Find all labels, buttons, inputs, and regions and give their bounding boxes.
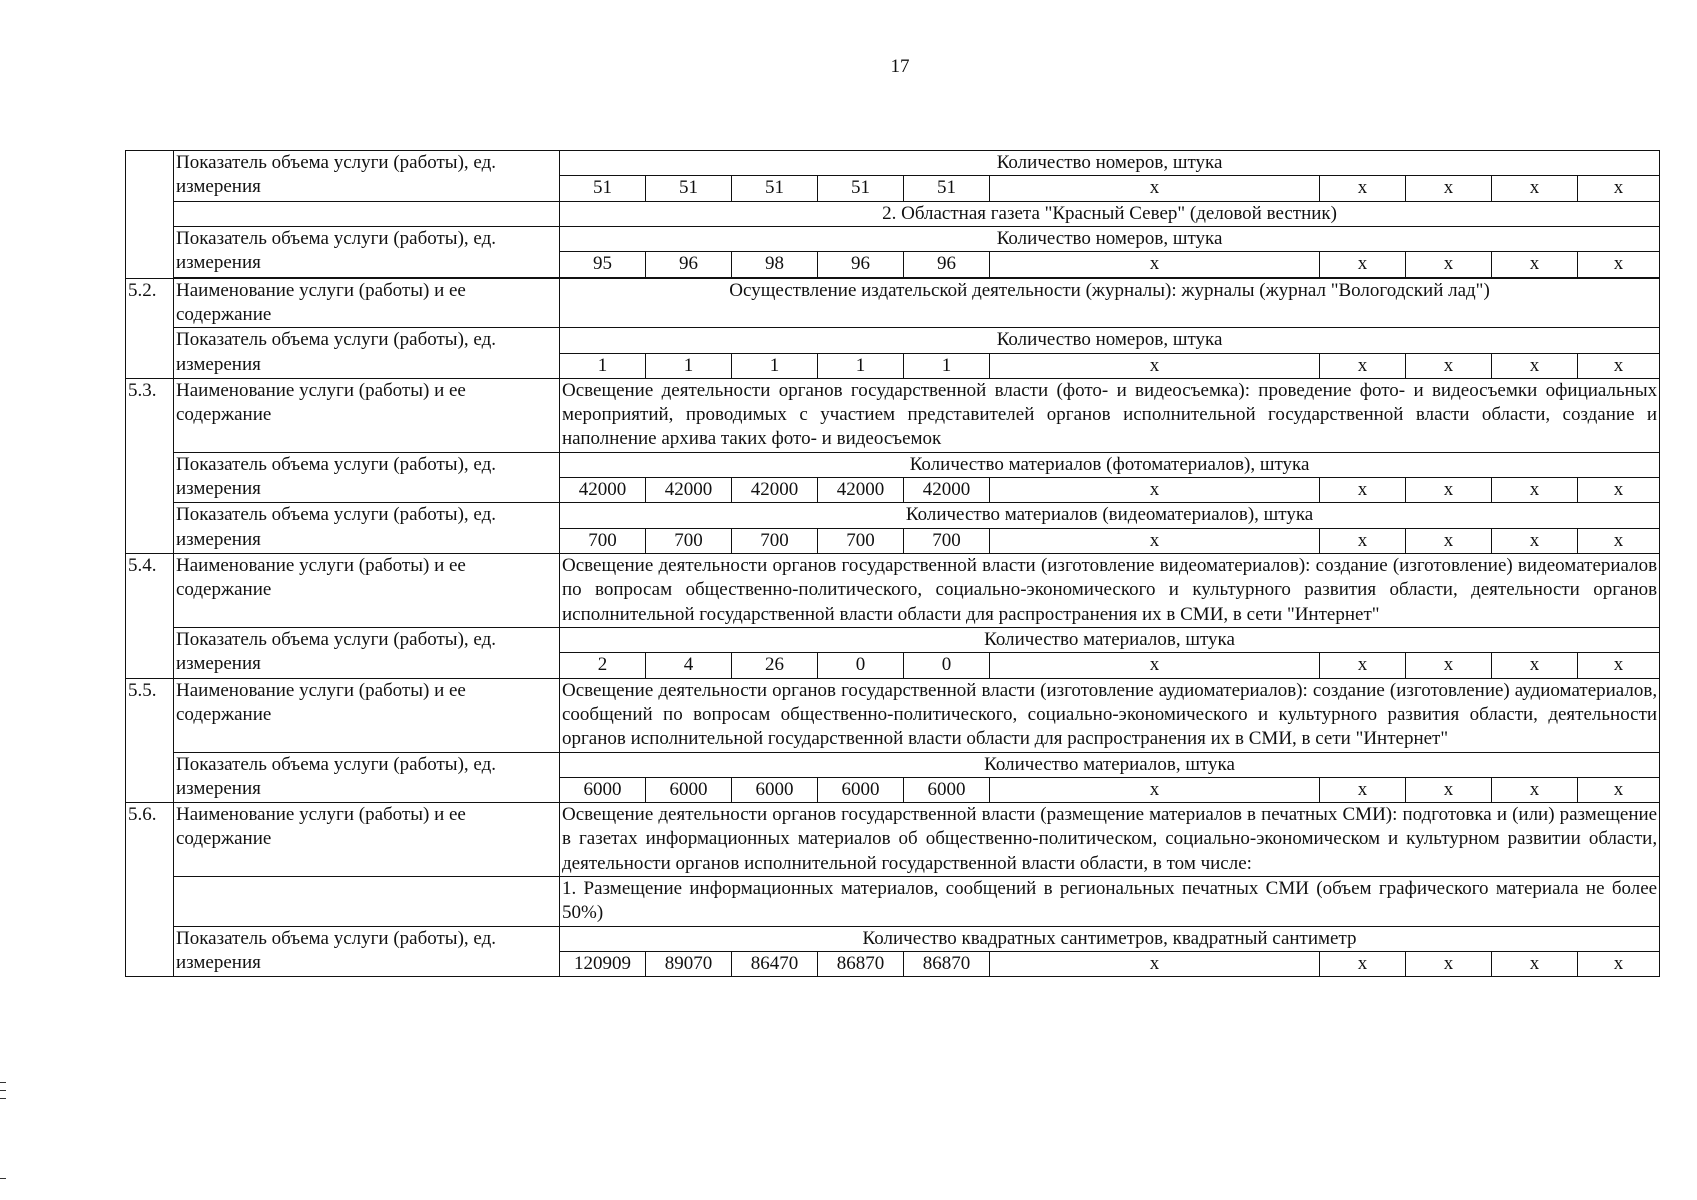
table-row: [126, 554, 1660, 628]
value-cell: 700: [560, 528, 646, 553]
value-cell: 1: [732, 353, 818, 378]
indicator-label: Показатель объема услуги (работы), ед. измерения: [174, 452, 560, 503]
value-cell: 6000: [904, 777, 990, 802]
table-row: [126, 378, 1660, 452]
x-cell: х: [1406, 653, 1492, 678]
service-description: Освещение деятельности органов государственной власти (фото- и видеосъемка): проведение фото- и видеосъемки официальных мероприятий, проводимых с участием представителей органов исполнительной государственной власти области, создание и наполнение архива таких фото- и видеосъемок: [560, 378, 1660, 452]
section-number: 5.2.: [126, 278, 174, 378]
value-cell: 0: [818, 653, 904, 678]
x-cell: х: [1492, 176, 1578, 201]
x-cell: х: [1492, 952, 1578, 977]
unit-label: Количество материалов, штука: [560, 627, 1660, 652]
x-cell: х: [1492, 777, 1578, 802]
margin-mark: [0, 1178, 6, 1179]
x-cell: х: [990, 528, 1320, 553]
x-cell: х: [990, 353, 1320, 378]
section-number: 5.6.: [126, 803, 174, 977]
table-row: [126, 678, 1660, 752]
x-cell: х: [1406, 252, 1492, 277]
value-cell: 96: [904, 252, 990, 277]
x-cell: х: [990, 952, 1320, 977]
blank-cell: [174, 201, 560, 226]
x-cell: х: [1406, 176, 1492, 201]
table-row: [126, 452, 1660, 477]
value-cell: 51: [560, 176, 646, 201]
sub-item: 1. Размещение информационных материалов, сообщений в региональных печатных СМИ (объем графического материала не более 50%): [560, 877, 1660, 927]
value-cell: 51: [904, 176, 990, 201]
value-cell: 6000: [818, 777, 904, 802]
value-cell: 42000: [560, 478, 646, 503]
section-number: 5.3.: [126, 378, 174, 553]
services-table: [125, 150, 1660, 977]
table-row: [126, 627, 1660, 652]
service-description: Освещение деятельности органов государственной власти (изготовление аудиоматериалов): создание (изготовление) аудиоматериалов, сообщений по вопросам общественно-политического, социально-экономического и культурного развития области, деятельности органов исполнительной государственной власти области для распространения их в СМИ, в сети "Интернет": [560, 678, 1660, 752]
margin-mark: [0, 1090, 6, 1091]
value-cell: 700: [904, 528, 990, 553]
indicator-label: Показатель объема услуги (работы), ед. измерения: [174, 752, 560, 803]
x-cell: х: [1578, 353, 1660, 378]
x-cell: х: [1320, 176, 1406, 201]
value-cell: 95: [560, 252, 646, 277]
x-cell: х: [990, 777, 1320, 802]
x-cell: х: [1320, 653, 1406, 678]
x-cell: х: [1320, 353, 1406, 378]
value-cell: 96: [646, 252, 732, 277]
unit-label: Количество квадратных сантиметров, квадратный сантиметр: [560, 926, 1660, 951]
x-cell: х: [1492, 478, 1578, 503]
value-cell: 42000: [646, 478, 732, 503]
x-cell: х: [990, 176, 1320, 201]
x-cell: х: [1406, 952, 1492, 977]
value-cell: 1: [646, 353, 732, 378]
x-cell: х: [1406, 353, 1492, 378]
service-name-label: Наименование услуги (работы) и ее содержание: [174, 554, 560, 628]
table-row: [126, 803, 1660, 877]
x-cell: х: [1578, 952, 1660, 977]
table-row: [126, 226, 1660, 251]
x-cell: х: [1320, 252, 1406, 277]
value-cell: 2: [560, 653, 646, 678]
value-cell: 89070: [646, 952, 732, 977]
value-cell: 700: [732, 528, 818, 553]
indicator-label: Показатель объема услуги (работы), ед. измерения: [174, 151, 560, 202]
section-number: 5.4.: [126, 554, 174, 679]
value-cell: 98: [732, 252, 818, 277]
x-cell: х: [1492, 528, 1578, 553]
x-cell: х: [1406, 528, 1492, 553]
service-description: Освещение деятельности органов государственной власти (изготовление видеоматериалов): создание (изготовление) видеоматериалов по вопросам общественно-политического, социально-экономического и культурного развития области, деятельности органов исполнительной государственной власти области для распространения их в СМИ, в сети "Интернет": [560, 554, 1660, 628]
value-cell: 86870: [904, 952, 990, 977]
value-cell: 0: [904, 653, 990, 678]
indicator-label: Показатель объема услуги (работы), ед. измерения: [174, 926, 560, 977]
value-cell: 6000: [560, 777, 646, 802]
x-cell: х: [1320, 777, 1406, 802]
value-cell: 51: [818, 176, 904, 201]
indicator-label: Показатель объема услуги (работы), ед. измерения: [174, 627, 560, 678]
sub-item: 2. Областная газета "Красный Север" (деловой вестник): [560, 201, 1660, 226]
blank-cell: [174, 877, 560, 927]
service-description: Осуществление издательской деятельности (журналы): журналы (журнал "Вологодский лад"): [560, 278, 1660, 328]
table-row: [126, 278, 1660, 328]
x-cell: х: [1578, 528, 1660, 553]
table-row: [126, 328, 1660, 353]
service-name-label: Наименование услуги (работы) и ее содержание: [174, 278, 560, 328]
service-description: Освещение деятельности органов государственной власти (размещение материалов в печатных СМИ): подготовка и (или) размещение в газетах информационных материалов об общественно-политическом, социально-экономическом и культурном развитии области, деятельности органов исполнительной государственной власти области, в том числе:: [560, 803, 1660, 877]
unit-label: Количество материалов (видеоматериалов), штука: [560, 503, 1660, 528]
value-cell: 1: [904, 353, 990, 378]
x-cell: х: [1578, 777, 1660, 802]
x-cell: х: [990, 478, 1320, 503]
unit-label: Количество номеров, штука: [560, 226, 1660, 251]
x-cell: х: [990, 653, 1320, 678]
x-cell: х: [1406, 478, 1492, 503]
value-cell: 1: [560, 353, 646, 378]
table-row: [126, 201, 1660, 226]
value-cell: 26: [732, 653, 818, 678]
indicator-label: Показатель объема услуги (работы), ед. измерения: [174, 328, 560, 379]
x-cell: х: [990, 252, 1320, 277]
margin-mark: [0, 1082, 6, 1083]
value-cell: 1: [818, 353, 904, 378]
unit-label: Количество номеров, штука: [560, 328, 1660, 353]
table-row: [126, 926, 1660, 951]
indicator-label: Показатель объема услуги (работы), ед. измерения: [174, 226, 560, 277]
section-number: 5.5.: [126, 678, 174, 803]
x-cell: х: [1492, 653, 1578, 678]
x-cell: х: [1320, 528, 1406, 553]
x-cell: х: [1320, 952, 1406, 977]
value-cell: 42000: [732, 478, 818, 503]
section-number: [126, 151, 174, 279]
unit-label: Количество материалов (фотоматериалов), штука: [560, 452, 1660, 477]
value-cell: 6000: [646, 777, 732, 802]
value-cell: 700: [818, 528, 904, 553]
margin-mark: [0, 1098, 6, 1099]
value-cell: 96: [818, 252, 904, 277]
service-name-label: Наименование услуги (работы) и ее содержание: [174, 378, 560, 452]
x-cell: х: [1492, 353, 1578, 378]
table-row: [126, 151, 1660, 176]
unit-label: Количество материалов, штука: [560, 752, 1660, 777]
x-cell: х: [1492, 252, 1578, 277]
table-row: [126, 752, 1660, 777]
value-cell: 51: [646, 176, 732, 201]
indicator-label: Показатель объема услуги (работы), ед. измерения: [174, 503, 560, 554]
value-cell: 51: [732, 176, 818, 201]
value-cell: 86870: [818, 952, 904, 977]
table-row: [126, 877, 1660, 927]
x-cell: х: [1578, 252, 1660, 277]
value-cell: 42000: [904, 478, 990, 503]
value-cell: 120909: [560, 952, 646, 977]
x-cell: х: [1578, 176, 1660, 201]
value-cell: 6000: [732, 777, 818, 802]
value-cell: 86470: [732, 952, 818, 977]
page-number: 17: [890, 56, 910, 77]
value-cell: 4: [646, 653, 732, 678]
value-cell: 42000: [818, 478, 904, 503]
x-cell: х: [1320, 478, 1406, 503]
x-cell: х: [1578, 653, 1660, 678]
table-row: [126, 503, 1660, 528]
x-cell: х: [1578, 478, 1660, 503]
unit-label: Количество номеров, штука: [560, 151, 1660, 176]
value-cell: 700: [646, 528, 732, 553]
service-name-label: Наименование услуги (работы) и ее содержание: [174, 803, 560, 877]
service-name-label: Наименование услуги (работы) и ее содержание: [174, 678, 560, 752]
x-cell: х: [1406, 777, 1492, 802]
